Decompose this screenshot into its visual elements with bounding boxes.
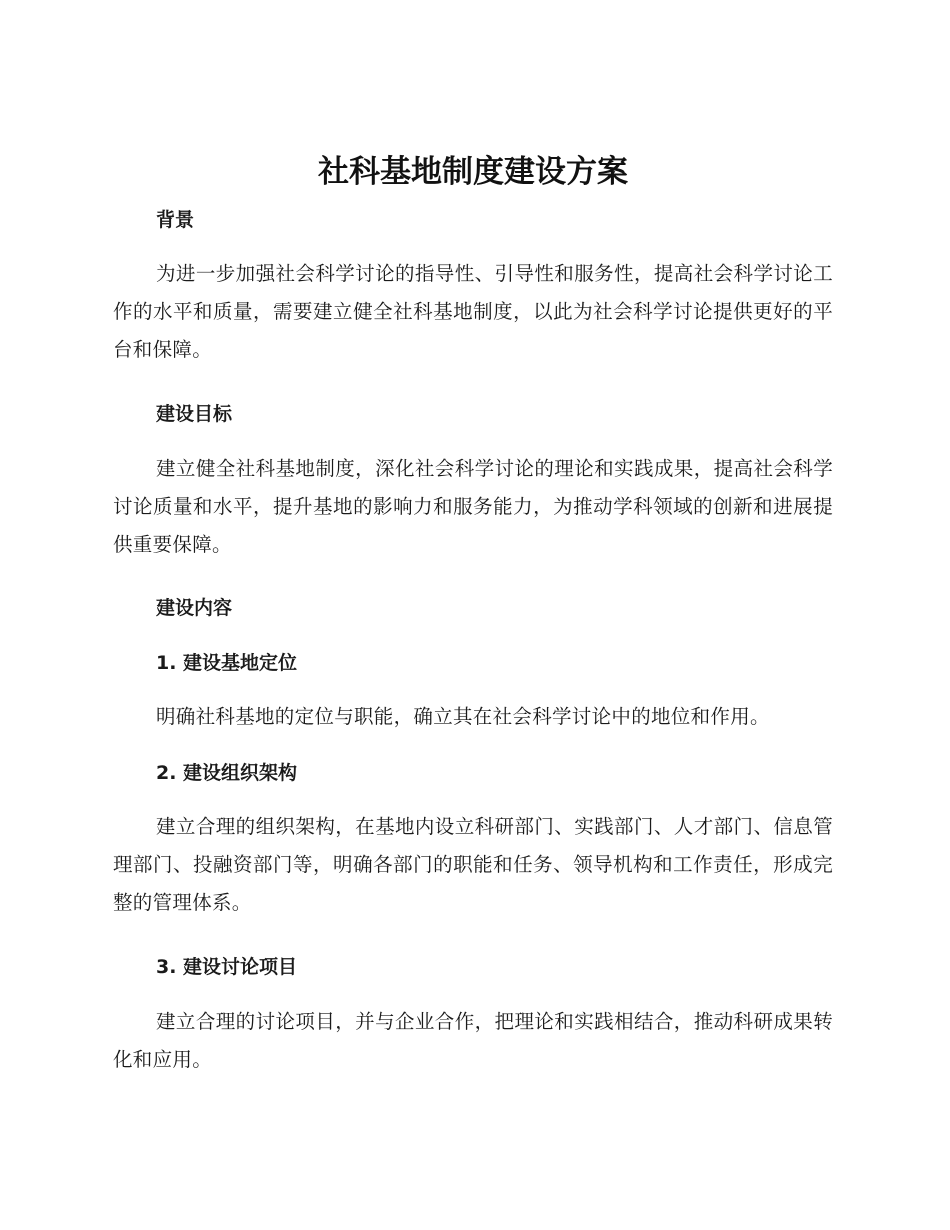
subheading-projects: 3. 建设讨论项目 (156, 956, 298, 978)
document-title: 社科基地制度建设方案 (318, 154, 628, 190)
subheading-positioning: 1. 建设基地定位 (156, 652, 298, 674)
section-heading-content: 建设内容 (156, 597, 233, 619)
subheading-organization: 2. 建设组织架构 (156, 762, 298, 784)
paragraph-background: 为进一步加强社会科学讨论的指导性、引导性和服务性，提高社会科学讨论工作的水平和质量，需要建立健全社科基地制度，以此为社会科学讨论提供更好的平台和保障。 (113, 262, 833, 361)
section-heading-background: 背景 (156, 209, 195, 231)
section-heading-goals: 建设目标 (156, 403, 233, 425)
paragraph-projects: 建立合理的讨论项目，并与企业合作，把理论和实践相结合，推动科研成果转化和应用。 (113, 1010, 833, 1071)
paragraph-goals: 建立健全社科基地制度，深化社会科学讨论的理论和实践成果，提高社会科学讨论质量和水平，提升基地的影响力和服务能力，为推动学科领域的创新和进展提供重要保障。 (113, 457, 833, 556)
paragraph-positioning: 明确社科基地的定位与职能，确立其在社会科学讨论中的地位和作用。 (156, 705, 770, 728)
paragraph-organization: 建立合理的组织架构，在基地内设立科研部门、实践部门、人才部门、信息管理部门、投融资部门等，明确各部门的职能和任务、领导机构和工作责任，形成完整的管理体系。 (113, 815, 833, 914)
